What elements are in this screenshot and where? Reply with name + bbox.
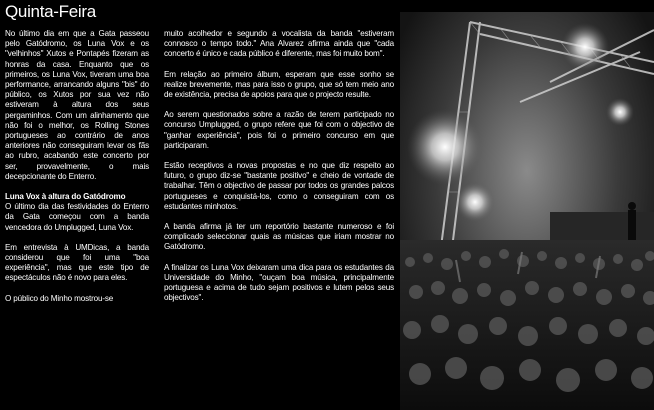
article-paragraph-with-subhead bbox=[5, 192, 149, 233]
article-paragraph: Estão receptivos a novas propostas e no que diz respeito ao futuro, o grupo diz-se "bastante positivo" e cheio de vontade de trabalhar. Têm o objectivo de passar por todos os grandes palcos portugueses e conquistá-los, como o conseguiram com os estudantes minhotos. bbox=[164, 161, 394, 211]
article-column-1 bbox=[5, 29, 149, 314]
article-paragraph: No último dia em que a Gata passeou pelo Gatódromo, os Luna Vox e os "velhinhos" Xutos e Pontapés fizeram as honras da casa. Enquanto que os primeiros, os Luna Vox, tiveram uma boa performance, arrancando alguns "bis" do público, os Xutos por sua vez não estiveram à altura dos seus pergaminhos. Com um alinhamento que não foi o melhor, os Rolling Stones portugueses ao contrário de anos anteriores não conseguiram levar os fãs ao rubro, acabando este concerto por ser, provavelmente, o mais decepcionante do Enterro. bbox=[5, 29, 149, 181]
article-paragraph: O público do Minho mostrou-se bbox=[5, 293, 114, 303]
article-paragraph-text: O último dia das festividades do Enterro da Gata começou com a banda vencedora do Umplugged, Luna Vox. bbox=[5, 202, 149, 232]
page-title: Quinta-Feira bbox=[5, 2, 96, 21]
article-column-2 bbox=[164, 29, 394, 313]
article-paragraph: Ao serem questionados sobre a razão de terem participado no concurso Umplugged, o grupo refere que foi com o objectivo de "ganhar experiência", pois foi o primeiro concurso em que participaram. bbox=[164, 110, 394, 150]
article-paragraph: A finalizar os Luna Vox deixaram uma dica para os estudantes da Universidade do Minho, "ouçam boa música, principalmente portuguesa e acima de tudo sejam positivos e lutem pelos seus objectivos". bbox=[164, 262, 394, 303]
article-subhead: Luna Vox à altura do Gatódromo bbox=[5, 192, 126, 202]
concert-photo bbox=[400, 12, 654, 410]
article-paragraph: A banda afirma já ter um reportório bastante numeroso e foi complicado seleccionar quais as músicas que iriam mostrar no Gatódromo. bbox=[164, 222, 394, 252]
article-paragraph: Em entrevista à UMDicas, a banda considerou que foi uma "boa experiência", mas que este tipo de espectáculos não é novo para eles. bbox=[5, 242, 149, 283]
article-paragraph: Em relação ao primeiro álbum, esperam que esse sonho se realize brevemente, mas para isso o grupo, que só tem meio ano de existência, precisa de apoios para que o projecto resulte. bbox=[164, 69, 394, 100]
article-paragraph: muito acolhedor e segundo a vocalista da banda "estiveram connosco o tempo todo." Ana Alvarez afirma ainda que "cada concerto é único e cada público é diferente, mas foi muito bom". bbox=[164, 29, 394, 59]
